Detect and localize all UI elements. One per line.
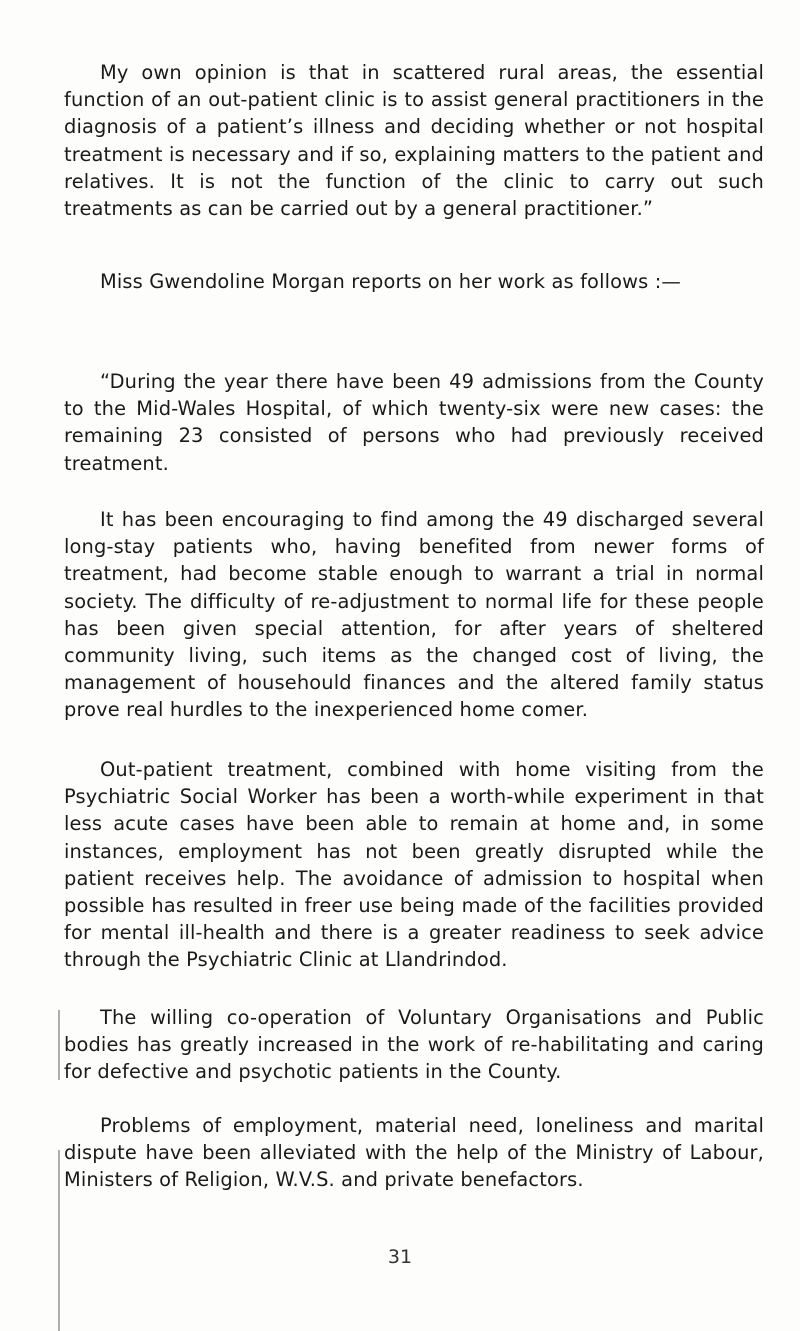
paragraph-report-intro: Miss Gwendoline Morgan reports on her work as follows :— — [100, 270, 681, 293]
paragraph-out-patient-treatment: Out-patient treatment, combined with home visiting from the Psychiatric Social Worker has been a worth-while experiment in that less acute cases have been able to remain at home and, in some instances, employment has not been greatly disrupted while the patient receives help. The avoidance of admission to hospital when possible has resulted in freer use being made of the facilities provided for mental ill-health and there is a greater readiness to seek advice through the Psychiatric Clinic at Llandrindod. — [64, 758, 764, 972]
paragraph-voluntary-cooperation: The willing co-operation of Voluntary Organisations and Public bodies has greatly increased in the work of re-habilitating and caring for defective and psychotic patients in the County. — [64, 1006, 764, 1084]
paragraph-discharged-patients: It has been encouraging to find among the 49 discharged several long-stay patients who, having benefited from newer forms of treatment, had become stable enough to warrant a trial in normal society. The difficulty of re-adjustment to normal life for these people has been given special attention, for after years of sheltered community living, such items as the changed cost of living, the management of househould finances and the altered family status prove real hurdles to the inexperienced home comer. — [64, 508, 764, 722]
page-number: 31 — [387, 1246, 413, 1268]
paragraph-problems-alleviated: Problems of employment, material need, loneliness and marital dispute have been alleviated with the help of the Ministry of Labour, Ministers of Religion, W.V.S. and private benefactors. — [64, 1114, 764, 1192]
margin-scan-mark — [58, 1150, 60, 1331]
margin-scan-mark — [58, 1010, 60, 1080]
paragraph-opinion-continued: My own opinion is that in scattered rural areas, the essential function of an out-patient clinic is to assist general practitioners in the diagnosis of a patient’s illness and deciding whether or not hospital treatment is necessary and if so, explaining matters to the patient and relatives. It is not the function of the clinic to carry out such treatments as can be carried out by a general practitioner.” — [64, 61, 764, 221]
paragraph-admissions: “During the year there have been 49 admissions from the County to the Mid-Wales Hospital, of which twenty-six were new cases: the remaining 23 consisted of persons who had previously received treatment. — [64, 370, 764, 475]
